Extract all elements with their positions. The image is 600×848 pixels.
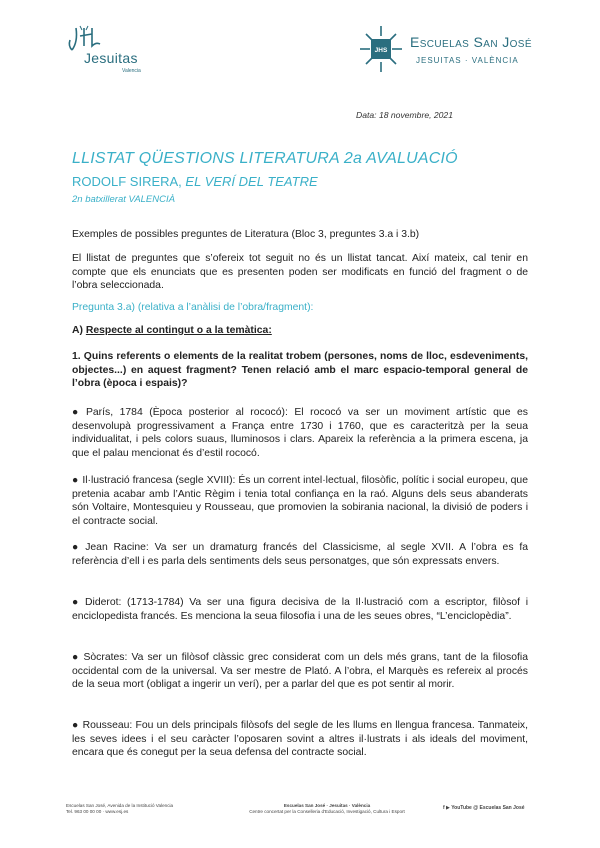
section-heading xyxy=(72,324,528,338)
jesuitas-logo xyxy=(66,24,166,74)
page-footer xyxy=(66,803,536,823)
pregunta-heading: Pregunta 3.a) (relativa a l’anàlisi de l’obra/fragment): xyxy=(72,302,314,313)
section-prefix: A) xyxy=(72,325,83,336)
bullet-icon: ● xyxy=(72,720,79,731)
bullet-icon: ● xyxy=(72,407,82,418)
intro-paragraph: Exemples de possibles preguntes de Literatura (Bloc 3, preguntes 3.a i 3.b) xyxy=(72,229,420,240)
list-item-text: Rousseau: Fou un dels principals filòsofs del segle de les llums en llengua francesa. Tanmateix, les seves idees i el seu caràcter l’oposaren sovint a altres il·lustrats i als ideals del moviment, encara que és conegut per la seua defensa del contracte social. xyxy=(72,720,528,759)
footer-center xyxy=(242,803,412,816)
subtitle-work: EL VERÍ DEL TEATRE xyxy=(185,174,318,189)
bullet-icon: ● xyxy=(72,542,82,553)
list-item-text: Diderot: (1713-1784) Va ser una figura decisiva de la Il·lustració com a escriptor, filòsof i enciclopedista francés. Es menciona la seua filosofia i una de les seues obres, “L’enciclopèdia”. xyxy=(72,597,528,622)
info-paragraph: El llistat de preguntes que s’ofereix tot seguit no és un llistat tancat. Així mateix, cal tenir en compte que els enunciats que es presenten poden ser modificats en funció del fragment o de l’obra seleccionada. xyxy=(72,253,528,292)
list-item xyxy=(72,474,528,529)
list-item-text: Sòcrates: Va ser un filòsof clàssic grec considerat com un dels més grans, tant de la filosofia occidental com de la universal. Va ser mestre de Plató. A l’obra, el Marquès es refereix al procés de la seua mort (obligat a ingerir un verí), per a parlar del que es pot sentir al morir. xyxy=(72,652,528,691)
list-item-text: Il·lustració francesa (segle XVIII): És un corrent intel·lectual, filosòfic, polític i social europeu, que pretenia acabar amb l’Antic Règim i tenia total confiança en la raó. Alguns dels seus abanderats són Voltaire, Montesquieu y Rousseau, que promovien la sobirania nacional, la divisió de poders i el contracte social. xyxy=(72,475,528,528)
page-title: LLISTAT QÜESTIONS LITERATURA 2a AVALUACIÓ xyxy=(72,150,458,167)
emblem-text: JHS xyxy=(374,47,388,54)
list-item xyxy=(72,406,528,461)
footer-center-line1: Escuelas San José · Jesuitas · València xyxy=(283,803,371,808)
question-1: 1. Quins referents o elements de la realitat trobem (persones, noms de lloc, esdeveniments, objectes...) en aquest fragment? Tenen relació amb el marc espacio-temporal general de l’obra (època i espais)? xyxy=(72,351,528,390)
bullet-icon: ● xyxy=(72,475,79,486)
footer-center-line2: Centre concertat per la Conselleria d'Educació, Investigació, Cultura i Esport xyxy=(249,809,405,815)
list-item xyxy=(72,596,528,623)
section-title: Respecte al contingut o a la temàtica: xyxy=(85,325,272,336)
left-logo-sub: Valencia xyxy=(122,68,141,74)
escuelas-san-jose-logo xyxy=(358,24,538,76)
list-item-text: París, 1784 (Època posterior al rococó): El rococó va ser un moviment artístic que es desenvolupà progressivament a França entre 1730 i 1760, que es caracteritzà per la seua individualitat, i pels colors suaus, lluminosos i clars. Apareix la referència a la primera escena, ja que el palau mencionat és d’estil rococó. xyxy=(72,407,529,460)
list-item xyxy=(72,651,528,692)
footer-left-line2: Tel. 963 00 00 00 · www.esj.es xyxy=(66,809,129,815)
list-item xyxy=(72,541,528,568)
footer-left-line1: Escuelas San José, Avenida de la Institució Valencia xyxy=(66,803,174,808)
list-item xyxy=(72,719,528,760)
course-label: 2n batxillerat VALENCIÀ xyxy=(72,194,175,205)
right-logo-sub: JESUITAS · VALÈNCIA xyxy=(416,56,519,65)
bullet-icon: ● xyxy=(72,652,80,663)
footer-social xyxy=(443,805,537,811)
date-value: 18 novembre, 2021 xyxy=(378,110,453,120)
left-logo-brand: Jesuitas xyxy=(84,50,138,66)
list-item-text: Jean Racine: Va ser un dramaturg francés del Classicisme, al segle XVII. A l’obra es fa referència d’ell i es parla dels sentiments dels seus personatges, que són expressats envers. xyxy=(72,542,528,567)
subtitle-author: RODOLF SIRERA, xyxy=(72,174,182,189)
bullet-icon: ● xyxy=(72,597,82,608)
page-subtitle xyxy=(72,174,318,189)
document-date xyxy=(356,110,453,120)
right-logo-brand: Escuelas San José xyxy=(410,34,532,50)
social-links[interactable]: f ▶ YouTube @ Escuelas San José xyxy=(443,805,525,811)
date-label: Data: xyxy=(356,110,377,120)
footer-left xyxy=(66,803,176,816)
sun-emblem-icon xyxy=(358,24,404,74)
